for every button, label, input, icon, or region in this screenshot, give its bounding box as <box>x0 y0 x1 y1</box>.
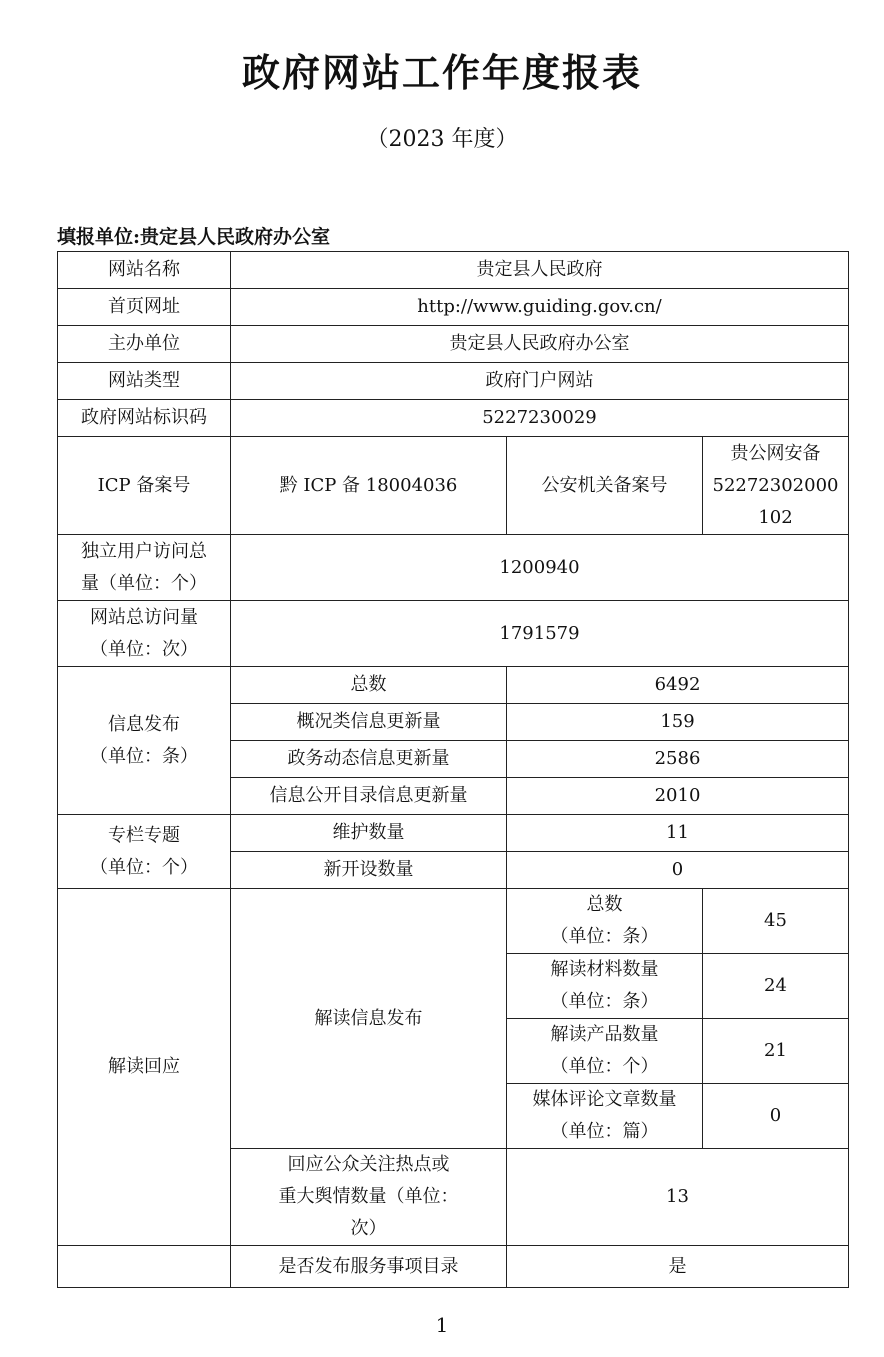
label-line: （单位：条） <box>550 991 659 1012</box>
police-record-line: 贵公网安备 <box>730 442 821 464</box>
label-line: （单位：篇） <box>550 1121 659 1142</box>
table-row <box>58 601 849 667</box>
interp-total-value: 45 <box>703 889 849 954</box>
label-line: 重大舆情数量（单位： <box>278 1186 459 1207</box>
sponsor-value: 贵定县人民政府办公室 <box>231 326 849 363</box>
columns-new-value: 0 <box>507 852 849 889</box>
interpretation-label: 解读回应 <box>58 889 231 1246</box>
info-news-value: 2586 <box>507 741 849 778</box>
label-line: 专栏专题 <box>108 824 180 846</box>
interp-product-label <box>507 1019 703 1084</box>
label-line: （单位：条） <box>550 926 659 947</box>
homepage-label: 首页网址 <box>58 289 231 326</box>
table-row <box>58 1246 849 1288</box>
sponsor-label: 主办单位 <box>58 326 231 363</box>
unique-visitors-label <box>58 535 231 601</box>
info-catalog-value: 2010 <box>507 778 849 815</box>
page-number: 1 <box>435 1313 449 1337</box>
label-line: （单位：个） <box>90 856 198 878</box>
icp-value: 黔 ICP 备 18004036 <box>231 437 507 535</box>
table-row <box>58 400 849 437</box>
info-news-label: 政务动态信息更新量 <box>231 741 507 778</box>
response-value: 13 <box>507 1149 849 1246</box>
label-line: 独立用户访问总 <box>81 540 207 562</box>
label-line: 媒体评论文章数量 <box>532 1089 677 1110</box>
site-name-value: 贵定县人民政府 <box>231 252 849 289</box>
label-line: （单位：次） <box>90 638 198 660</box>
interp-total-label <box>507 889 703 954</box>
table-row <box>58 535 849 601</box>
police-record-value <box>703 437 849 535</box>
columns-label <box>58 815 231 889</box>
table-row <box>58 889 849 954</box>
info-total-label: 总数 <box>231 667 507 704</box>
columns-maintained-label: 维护数量 <box>231 815 507 852</box>
label-line: （单位：条） <box>90 745 198 767</box>
info-total-value: 6492 <box>507 667 849 704</box>
label-line: 总数 <box>586 894 623 915</box>
police-record-line: 102 <box>758 506 793 528</box>
police-record-line: 52272302000 <box>712 474 839 496</box>
site-id-label: 政府网站标识码 <box>58 400 231 437</box>
interp-media-label <box>507 1084 703 1149</box>
site-id-value: 5227230029 <box>231 400 849 437</box>
table-row <box>58 252 849 289</box>
label-line: （单位：个） <box>550 1056 659 1077</box>
columns-new-label: 新开设数量 <box>231 852 507 889</box>
info-catalog-label: 信息公开目录信息更新量 <box>231 778 507 815</box>
unique-visitors-value: 1200940 <box>231 535 849 601</box>
table-row <box>58 363 849 400</box>
table-row <box>58 667 849 704</box>
interp-media-value: 0 <box>703 1084 849 1149</box>
icp-label: ICP 备案号 <box>58 437 231 535</box>
table-row <box>58 289 849 326</box>
label-line: 解读产品数量 <box>550 1024 659 1045</box>
label-line: 次） <box>350 1218 387 1239</box>
info-overview-value: 159 <box>507 704 849 741</box>
site-name-label: 网站名称 <box>58 252 231 289</box>
site-type-label: 网站类型 <box>58 363 231 400</box>
total-visits-value: 1791579 <box>231 601 849 667</box>
report-year: （2023 年度） <box>366 127 518 152</box>
service-catalog-value: 是 <box>507 1246 849 1288</box>
site-type-value: 政府门户网站 <box>231 363 849 400</box>
info-overview-label: 概况类信息更新量 <box>231 704 507 741</box>
empty-cell <box>58 1246 231 1288</box>
report-table <box>57 251 849 1288</box>
reporting-unit: 填报单位:贵定县人民政府办公室 <box>57 226 331 248</box>
interp-material-value: 24 <box>703 954 849 1019</box>
total-visits-label <box>58 601 231 667</box>
label-line: 解读材料数量 <box>550 959 659 980</box>
label-line: 回应公众关注热点或 <box>287 1154 450 1175</box>
service-catalog-label: 是否发布服务事项目录 <box>231 1246 507 1288</box>
columns-maintained-value: 11 <box>507 815 849 852</box>
interp-product-value: 21 <box>703 1019 849 1084</box>
label-line: 量（单位：个） <box>81 572 207 594</box>
police-record-label: 公安机关备案号 <box>507 437 703 535</box>
response-label <box>231 1149 507 1246</box>
interp-material-label <box>507 954 703 1019</box>
table-row <box>58 437 849 535</box>
interpretation-publish-label: 解读信息发布 <box>231 889 507 1149</box>
label-line: 信息发布 <box>108 713 180 735</box>
label-line: 网站总访问量 <box>90 606 198 628</box>
table-row <box>58 815 849 852</box>
page-title: 政府网站工作年度报表 <box>241 51 642 95</box>
homepage-value: http://www.guiding.gov.cn/ <box>231 289 849 326</box>
info-publish-label <box>58 667 231 815</box>
table-row <box>58 326 849 363</box>
